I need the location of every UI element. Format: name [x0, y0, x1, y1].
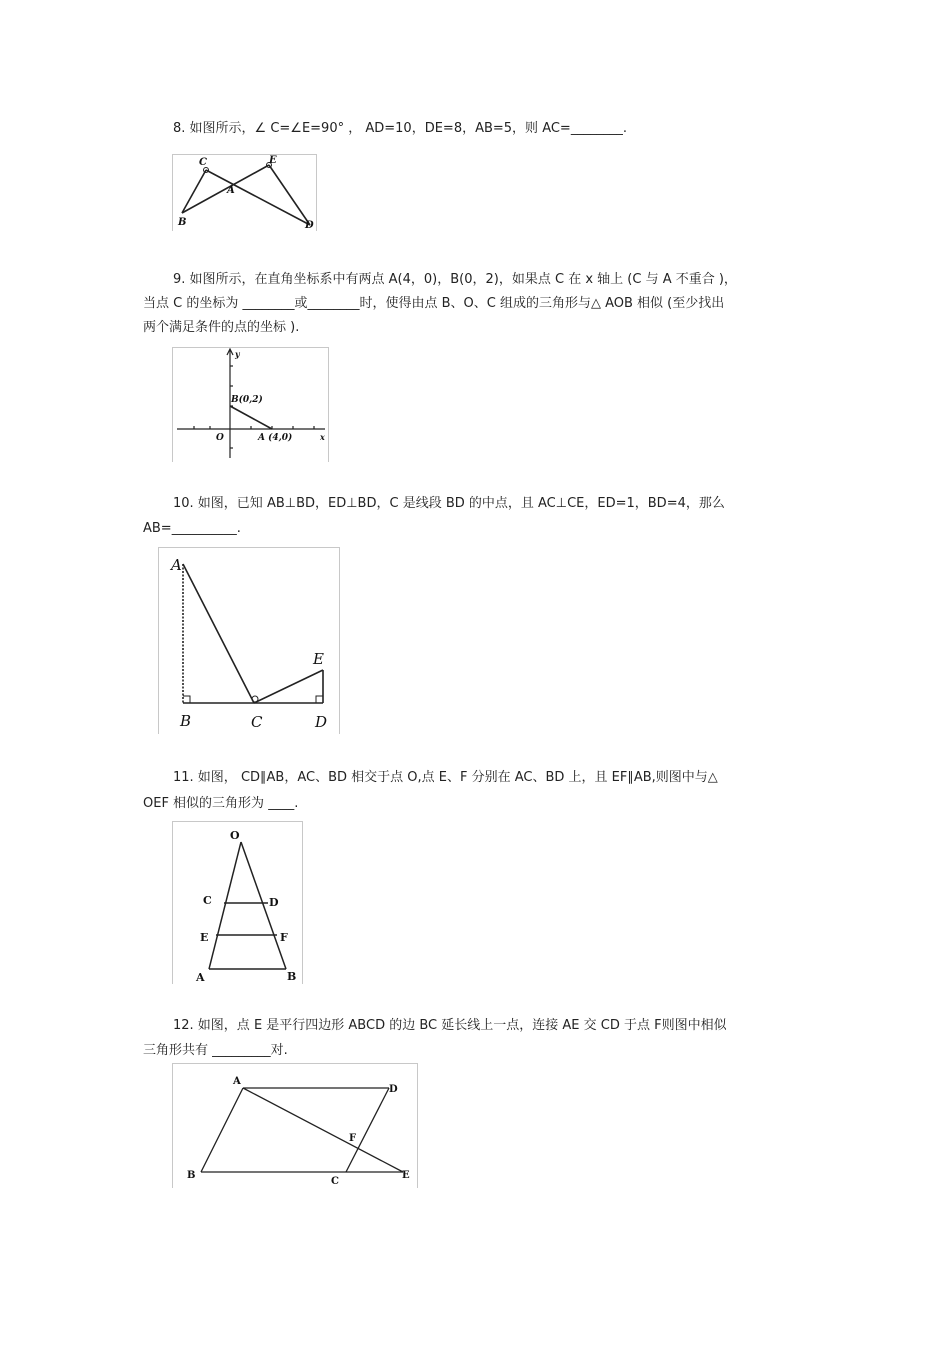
- p9-label-x: x: [320, 432, 325, 442]
- problem-9-figure: [172, 347, 329, 462]
- problem-11-figure: [172, 821, 303, 984]
- problem-11-text-line-2: OEF 相似的三角形为 ____.: [143, 796, 299, 811]
- p10-label-c: C: [251, 713, 263, 731]
- p11-label-a: A: [196, 971, 205, 984]
- p11-label-f: F: [280, 931, 288, 944]
- p10-label-a: A: [171, 556, 182, 574]
- p12-label-f: F: [349, 1133, 357, 1144]
- p8-label-e: E: [269, 155, 277, 166]
- p11-label-c: C: [203, 894, 212, 907]
- p9-label-b: B(0,2): [231, 395, 263, 405]
- p9-label-o: O: [216, 433, 224, 443]
- p8-label-d: D: [305, 220, 314, 231]
- p12-label-d: D: [389, 1084, 398, 1095]
- problem-10-figure: [158, 547, 340, 734]
- p11-label-e: E: [200, 931, 209, 944]
- p12-label-a: A: [233, 1076, 241, 1087]
- problem-8-figure: [172, 154, 317, 231]
- p12-label-b: B: [187, 1170, 196, 1181]
- problem-12-text-line-2: 三角形共有 _________对.: [143, 1043, 288, 1058]
- p9-label-y: y: [235, 349, 240, 359]
- p8-label-c: C: [199, 157, 207, 168]
- p8-label-a: A: [227, 185, 235, 196]
- p11-label-o: O: [230, 829, 240, 842]
- p10-label-d: D: [315, 713, 328, 731]
- p12-label-e: E: [402, 1170, 410, 1181]
- problem-9-text-line-2: 当点 C 的坐标为 ________或________时，使得由点 B、O、C 组成的三角形与△ AOB 相似 (至少找出: [143, 296, 725, 311]
- p10-label-e: E: [313, 650, 324, 668]
- problem-11-text-line-1: 11. 如图， CD∥AB，AC、BD 相交于点 O,点 E、F 分别在 AC、BD 上，且 EF∥AB,则图中与△: [173, 770, 718, 785]
- problem-10-text-line-1: 10. 如图，已知 AB⊥BD，ED⊥BD，C 是线段 BD 的中点，且 AC⊥CE，ED=1，BD=4，那么: [173, 496, 725, 511]
- problem-12-text-line-1: 12. 如图，点 E 是平行四边形 ABCD 的边 BC 延长线上一点，连接 AE 交 CD 于点 F则图中相似: [173, 1018, 727, 1033]
- problem-9-text-line-3: 两个满足条件的点的坐标 ).: [143, 320, 300, 335]
- p8-label-b: B: [178, 217, 187, 228]
- p12-label-c: C: [331, 1176, 339, 1187]
- problem-8-text: 8. 如图所示，∠ C=∠E=90° ， AD=10，DE=8，AB=5，则 AC=________.: [173, 121, 627, 136]
- problem-10-text-line-2: AB=__________.: [143, 521, 241, 536]
- p11-label-d: D: [269, 896, 279, 909]
- problem-12-figure: [172, 1063, 418, 1188]
- p10-label-b: B: [180, 712, 192, 730]
- p9-label-a: A (4,0): [258, 433, 293, 443]
- p11-label-b: B: [287, 970, 297, 983]
- problem-9-text-line-1: 9. 如图所示，在直角坐标系中有两点 A(4，0)，B(0，2)，如果点 C 在 x 轴上 (C 与 A 不重合 )，: [173, 272, 737, 287]
